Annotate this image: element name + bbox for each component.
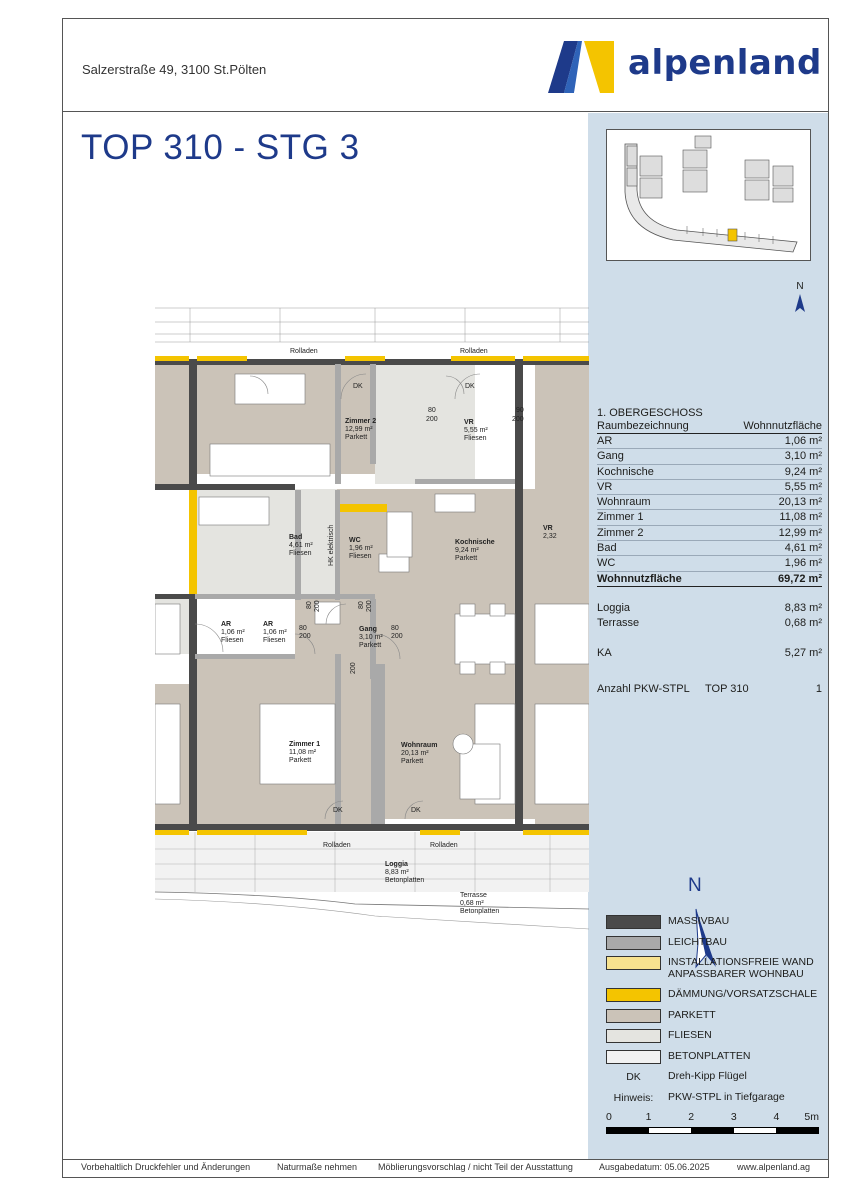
scale-bar [606, 1111, 819, 1134]
site-map [606, 129, 811, 261]
svg-text:VR: VR [464, 419, 474, 426]
footer [63, 1159, 828, 1179]
legend-label: MASSIVBAU [668, 915, 730, 927]
total-row [597, 572, 822, 587]
legend-label: PARKETT [668, 1008, 716, 1021]
footer-measure: Naturmaße nehmen [277, 1162, 358, 1172]
legend-dk [606, 1069, 821, 1090]
legend-label: FLIESEN [668, 1029, 712, 1041]
ka-row [597, 646, 822, 661]
svg-text:200: 200 [299, 633, 311, 640]
north-arrow-small-icon [793, 292, 807, 314]
svg-text:Loggia: Loggia [385, 861, 408, 868]
svg-text:80: 80 [299, 625, 307, 632]
svg-text:12,99 m²: 12,99 m² [345, 426, 373, 433]
room-area: 1,06 m² [784, 435, 822, 447]
footer-date: Ausgabedatum: 05.06.2025 [599, 1162, 710, 1172]
room-name: Bad [597, 542, 617, 555]
svg-text:AR: AR [263, 621, 274, 628]
room-row [597, 449, 822, 464]
plan-sheet [62, 18, 829, 1178]
room-row [597, 480, 822, 495]
dk-label-2: DK [465, 383, 475, 390]
room-area: 12,99 m² [778, 526, 822, 539]
north-label: N [688, 875, 702, 896]
svg-text:80: 80 [306, 601, 313, 609]
parking-label: Anzahl PKW-STPL [597, 682, 690, 695]
rolladen-label-4: Rolladen [430, 842, 458, 849]
room-area: 9,24 m² [784, 465, 822, 478]
floor-plan-drawing [155, 304, 589, 934]
svg-text:200: 200 [391, 633, 403, 640]
loggia-row [597, 601, 822, 616]
rolladen-label-2: Rolladen [460, 348, 488, 355]
header [63, 19, 828, 112]
svg-text:2,32: 2,32 [543, 533, 557, 540]
room-vr [464, 419, 488, 442]
alpenland-logo[interactable] [544, 37, 822, 97]
svg-text:4,61 m²: 4,61 m² [289, 542, 313, 549]
svg-text:Fliesen: Fliesen [464, 435, 487, 442]
room-row [597, 434, 822, 449]
parking-count: 1 [815, 682, 822, 695]
svg-text:5,55 m²: 5,55 m² [464, 427, 488, 434]
footer-furniture: Möblierungsvorschlag / nicht Teil der Ausstattung [378, 1162, 573, 1172]
legend-label: DÄMMUNG/VORSATZSCHALE [668, 988, 818, 1000]
svg-text:1,96 m²: 1,96 m² [349, 545, 373, 552]
dk-text: Dreh-Kipp Flügel [668, 1070, 747, 1082]
svg-text:9,24 m²: 9,24 m² [455, 547, 479, 554]
svg-text:VR: VR [543, 525, 553, 532]
svg-text:Betonplatten: Betonplatten [460, 908, 500, 915]
legend-swatch [606, 988, 661, 1002]
hint-text: PKW-STPL in Tiefgarage [668, 1090, 785, 1103]
total-label: Wohnnutzfläche [597, 572, 682, 585]
ka-area: 5,27 m² [784, 646, 822, 659]
north-small-label: N [796, 281, 804, 292]
svg-text:200: 200 [350, 662, 357, 674]
svg-text:Fliesen: Fliesen [263, 637, 286, 644]
dk-key: DK [626, 1071, 641, 1083]
legend-swatch [606, 956, 661, 970]
room-area: 11,08 m² [779, 511, 822, 524]
legend-item [606, 914, 821, 935]
legend-label: BETONPLATTEN [668, 1049, 751, 1062]
page-title: TOP 310 - STG 3 [81, 128, 360, 167]
legend-item [606, 1049, 821, 1070]
scale-tick-label: 2 [688, 1111, 695, 1123]
room-area: 1,96 m² [784, 557, 822, 570]
brand-name: alpenland [628, 43, 822, 83]
total-area: 69,72 m² [777, 572, 822, 585]
terrasse-label: Terrasse [597, 617, 640, 630]
room-row [597, 495, 822, 510]
svg-text:90: 90 [516, 407, 524, 414]
svg-text:Gang: Gang [359, 626, 377, 633]
svg-text:Fliesen: Fliesen [289, 550, 312, 557]
svg-text:Parkett: Parkett [345, 434, 368, 441]
svg-text:1,06 m²: 1,06 m² [221, 629, 245, 636]
svg-text:0,68 m²: 0,68 m² [460, 900, 484, 907]
svg-text:200: 200 [426, 416, 438, 423]
legend-label: INSTALLATIONSFREIE WAND ANPASSBARER WOHNBAU [668, 956, 814, 980]
north-indicator-small [790, 281, 810, 317]
room-row [597, 510, 822, 525]
loggia-label: Loggia [597, 601, 631, 614]
room-row [597, 556, 822, 571]
dk-label-1: DK [353, 383, 363, 390]
terrasse-area: 0,68 m² [784, 617, 822, 630]
room-area: 5,55 m² [784, 480, 822, 493]
room-name: VR [597, 480, 613, 493]
svg-text:AR: AR [221, 621, 232, 628]
room-name: Kochnische [597, 465, 654, 478]
svg-text:11,08 m²: 11,08 m² [289, 749, 317, 756]
svg-text:80: 80 [391, 625, 399, 632]
legend-swatch [606, 915, 661, 929]
ka-label: KA [597, 646, 612, 659]
legend-item [606, 955, 821, 987]
table-header [597, 419, 822, 434]
room-ar [263, 621, 287, 644]
scale-tick-label: 5m [804, 1111, 819, 1123]
room-name: Wohnraum [597, 496, 651, 509]
room-area: 20,13 m² [778, 496, 822, 509]
scale-bar-graphic [606, 1127, 819, 1134]
svg-text:200: 200 [512, 416, 524, 423]
address: Salzerstraße 49, 3100 St.Pölten [82, 62, 267, 77]
room-row [597, 526, 822, 541]
svg-text:80: 80 [358, 601, 365, 609]
room-terrasse [460, 892, 499, 915]
room-ar-left [221, 621, 245, 644]
rolladen-label-1: Rolladen [290, 348, 318, 355]
info-sidebar [588, 113, 828, 1159]
room-row [597, 541, 822, 556]
room-name: Zimmer 2 [597, 526, 644, 539]
footer-disclaimer: Vorbehaltlich Druckfehler und Änderungen [81, 1162, 251, 1172]
svg-text:WC: WC [349, 537, 361, 544]
hint-key: Hinweis: [613, 1091, 654, 1104]
room-area: 4,61 m² [784, 542, 822, 555]
dk-label-3: DK [333, 807, 343, 814]
svg-text:Parkett: Parkett [401, 758, 424, 765]
room-name: Zimmer 1 [597, 511, 644, 524]
legend-item [606, 987, 821, 1008]
scale-tick-label: 0 [606, 1111, 612, 1123]
legend-item [606, 935, 821, 956]
svg-text:Wohnraum: Wohnraum [401, 742, 438, 749]
svg-text:Zimmer 2: Zimmer 2 [345, 418, 377, 425]
hk-label: HK elektrisch [328, 524, 335, 566]
legend-item [606, 1028, 821, 1049]
floor-label: 1. OBERGESCHOSS [597, 407, 703, 419]
svg-text:Zimmer 1: Zimmer 1 [289, 741, 321, 748]
svg-text:Fliesen: Fliesen [349, 553, 372, 560]
room-row [597, 465, 822, 480]
parking-unit: TOP 310 [705, 682, 749, 695]
svg-text:1,06 m²: 1,06 m² [263, 629, 287, 636]
legend-swatch [606, 936, 661, 950]
footer-website[interactable]: www.alpenland.ag [737, 1162, 811, 1172]
parking-row [597, 682, 822, 697]
svg-text:Kochnische: Kochnische [455, 539, 495, 546]
svg-text:Fliesen: Fliesen [221, 637, 244, 644]
legend-swatch [606, 1029, 661, 1043]
svg-text:200: 200 [314, 600, 321, 612]
terrasse-row [597, 616, 822, 631]
col-area: Wohnnutzfläche [743, 420, 822, 432]
room-name: AR [597, 435, 613, 447]
room-name: Gang [597, 450, 624, 463]
scale-tick-label: 1 [645, 1111, 652, 1123]
svg-text:80: 80 [428, 407, 436, 414]
dk-label-4: DK [411, 807, 421, 814]
room-area: 3,10 m² [784, 450, 822, 463]
room-area-table [597, 407, 822, 697]
legend-swatch [606, 1009, 661, 1023]
svg-text:Parkett: Parkett [289, 757, 312, 764]
svg-text:20,13 m²: 20,13 m² [401, 750, 429, 757]
legend-item [606, 1008, 821, 1029]
scale-tick-label: 4 [773, 1111, 780, 1123]
legend [606, 914, 821, 1110]
loggia-area: 8,83 m² [784, 601, 822, 614]
svg-text:200: 200 [366, 600, 373, 612]
rolladen-label-3: Rolladen [323, 842, 351, 849]
svg-text:Parkett: Parkett [455, 555, 478, 562]
col-room: Raumbezeichnung [597, 420, 689, 432]
svg-text:Parkett: Parkett [359, 642, 382, 649]
legend-label: LEICHTBAU [668, 935, 727, 948]
svg-text:Bad: Bad [289, 534, 303, 541]
svg-text:8,83 m²: 8,83 m² [385, 869, 409, 876]
svg-text:Betonplatten: Betonplatten [385, 877, 425, 884]
svg-text:3,10 m²: 3,10 m² [359, 634, 383, 641]
scale-tick-label: 3 [730, 1111, 737, 1123]
floor-plan [155, 304, 589, 934]
logo-mark-icon [544, 37, 616, 95]
legend-swatch [606, 1050, 661, 1064]
legend-hint [606, 1090, 821, 1111]
svg-text:Terrasse: Terrasse [460, 892, 487, 899]
room-name: WC [597, 557, 616, 570]
